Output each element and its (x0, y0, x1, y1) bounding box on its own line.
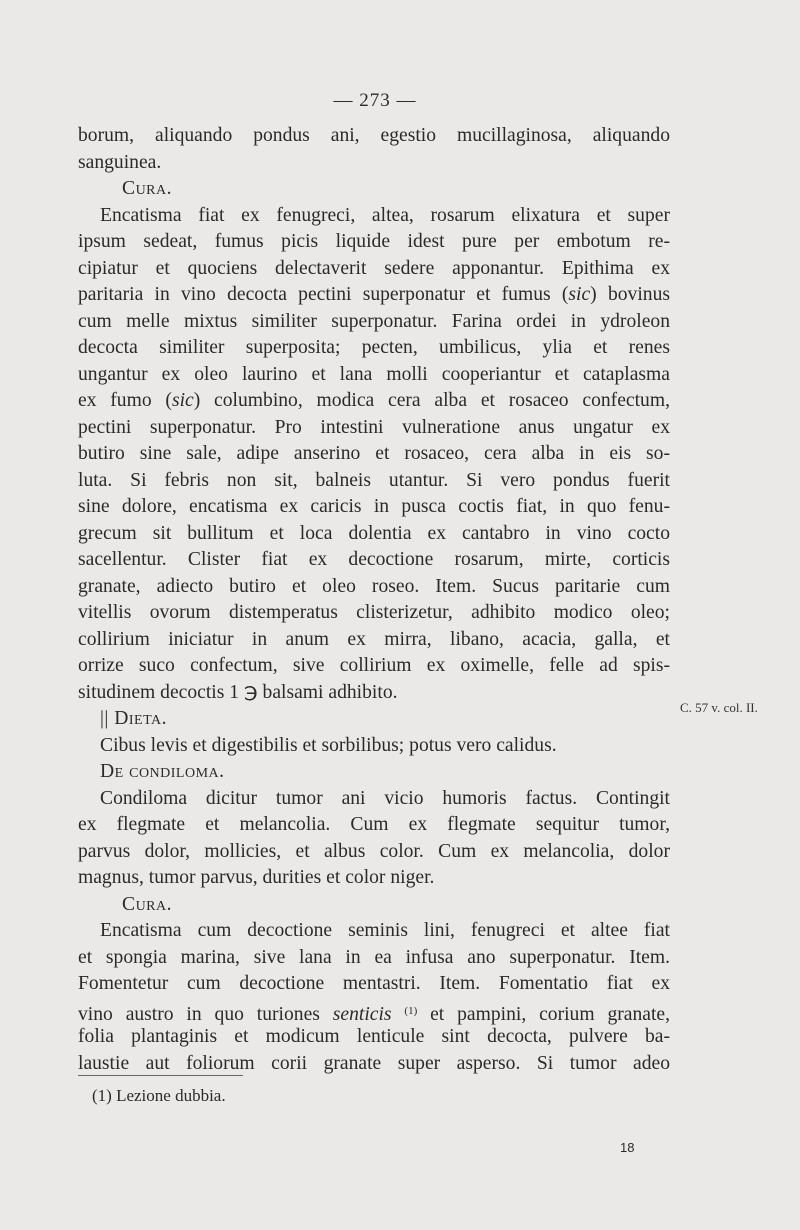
section-heading: Cura. (122, 893, 173, 915)
text-line: sanguinea. (78, 151, 162, 173)
text-line: situdinem decoctis 1 ℈ balsami adhibito. (78, 681, 398, 703)
text-line: orrize suco confectum, sive collirium ex oximelle, felle ad spis- (78, 655, 670, 676)
margin-reference: C. 57 v. col. II. (680, 700, 758, 715)
text-line: sine dolore, encatisma ex caricis in pusca coctis fiat, in quo fenu- (78, 496, 670, 517)
text-line: ungantur ex oleo laurino et lana molli cooperiantur et cataplasma (78, 363, 670, 385)
text-line: decocta similiter superposita; pecten, umbilicus, ylia et renes (78, 337, 670, 358)
text-line: Condiloma dicitur tumor ani vicio humoris factus. Contingit (100, 787, 670, 809)
section-heading: || Dieta. (100, 708, 168, 729)
section-heading: Cura. (122, 178, 173, 199)
text-line: collirium iniciatur in anum ex mirra, libano, acacia, galla, et (78, 628, 670, 650)
text-line: ex fumo (sic) columbino, modica cera alba et rosaceo confectum, (78, 390, 670, 411)
text-line: pectini superponatur. Pro intestini vulneratione anus ungatur ex (78, 416, 670, 438)
text-line: butiro sine sale, adipe anserino et rosaceo, cera alba in eis so- (78, 443, 670, 464)
text-line: Encatisma cum decoctione seminis lini, fenugreci et altee fiat (100, 920, 670, 941)
text-line: vino austro in quo turiones senticis $^{(1)}$ et pampini, corium granate, (78, 1003, 670, 1025)
footnote: (1) Lezione dubbia. (92, 1086, 226, 1105)
text-line: vitellis ovorum distemperatus clisterizetur, adhibito modico oleo; (78, 602, 670, 623)
text-line: granate, adiecto butiro et oleo roseo. Item. Sucus paritarie cum (78, 575, 670, 597)
text-line: et spongia marina, sive lana in ea infusa ano superponatur. Item. (78, 946, 670, 968)
text-line: ex flegmate et melancolia. Cum ex flegmate sequitur tumor, (78, 814, 670, 835)
section-heading: De condiloma. (100, 761, 225, 782)
text-line: Fomentetur cum decoctione mentastri. Item. Fomentatio fiat ex (78, 973, 670, 994)
signature-mark: 18 (620, 1140, 635, 1155)
text-line: laustie aut foliorum corii granate super asperso. Si tumor adeo (78, 1052, 670, 1074)
page-number: — 273 — (333, 90, 417, 111)
text-line: Cibus levis et digestibilis et sorbilibus; potus vero calidus. (100, 734, 557, 756)
text-line: Encatisma fiat ex fenugreci, altea, rosarum elixatura et super (100, 204, 670, 226)
text-line: ipsum sedeat, fumus picis liquide idest pure per embotum re- (78, 231, 670, 252)
text-line: luta. Si febris non sit, balneis utantur. Si vero pondus fuerit (78, 469, 670, 491)
text-line: magnus, tumor parvus, durities et color niger. (78, 867, 435, 888)
text-line: folia plantaginis et modicum lenticule sint decocta, pulvere ba- (78, 1026, 670, 1047)
text-line: sacellentur. Clister fiat ex decoctione rosarum, mirte, corticis (78, 549, 670, 570)
text-line: parvus dolor, mollicies, et albus color. Cum ex melancolia, dolor (78, 840, 670, 862)
body-text (78, 123, 670, 1077)
text-line: paritaria in vino decocta pectini superponatur et fumus (sic) bovinus (78, 284, 670, 305)
text-line: grecum sit bullitum et loca dolentia ex cantabro in vino cocto (78, 522, 670, 544)
text-line: cum melle mixtus similiter superponatur. Farina ordei in ydroleon (78, 310, 670, 332)
text-line: borum, aliquando pondus ani, egestio mucillaginosa, aliquando (78, 125, 670, 146)
footnote-divider (78, 1075, 243, 1076)
text-line: cipiatur et quociens delectaverit sedere apponantur. Epithima ex (78, 257, 670, 279)
